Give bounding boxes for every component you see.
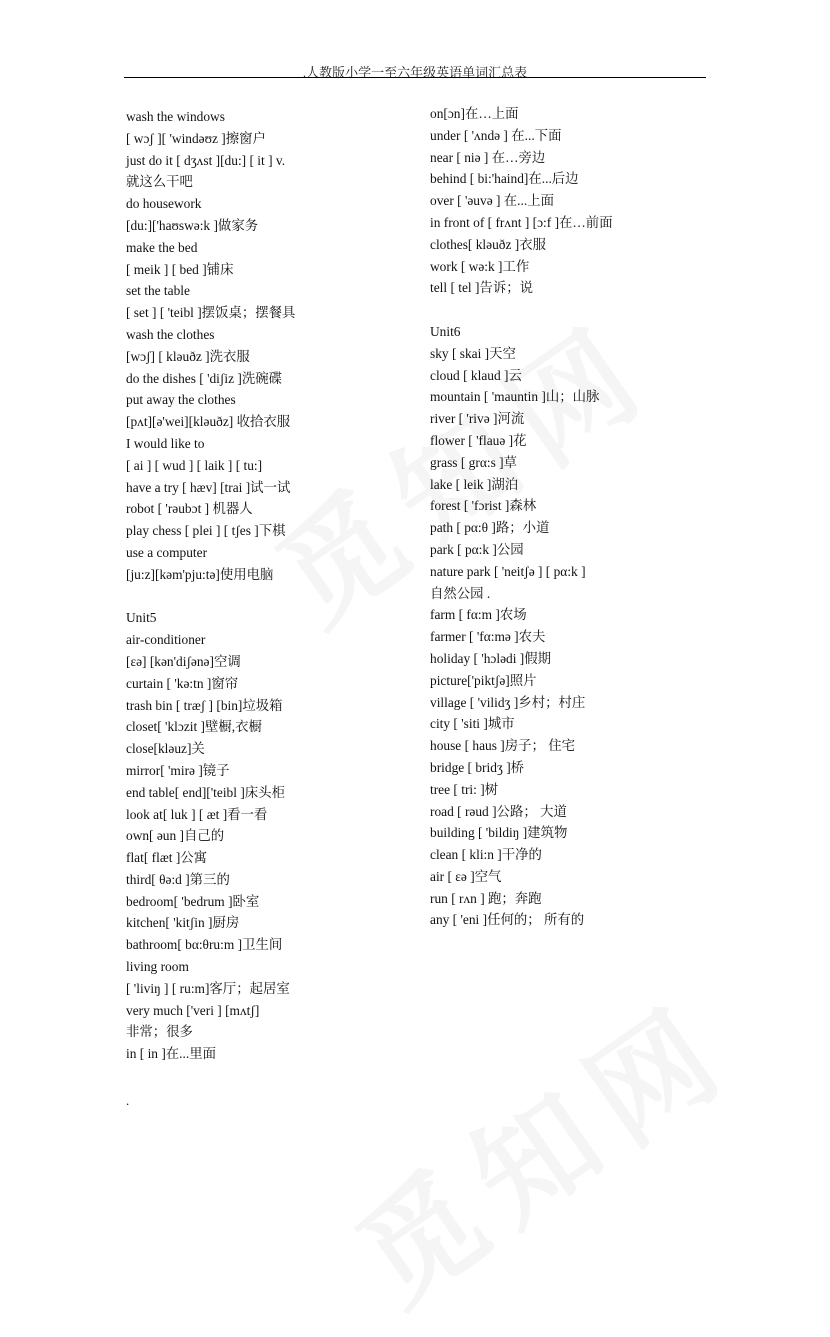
vocab-line: [ wɔʃ ][ 'windəʊz ]擦窗户 [126, 130, 266, 146]
vocab-line: 非常；很多 [126, 1024, 193, 1040]
vocab-line: village [ 'vilidʒ ]乡村；村庄 [430, 694, 586, 710]
vocab-line: any [ 'eni ]任何的； 所有的 [430, 912, 585, 928]
vocab-line: air-conditioner [126, 632, 206, 648]
vocab-line: path [ pα:θ ]路；小道 [430, 520, 550, 536]
vocab-line: near [ niə ] 在…旁边 [430, 149, 546, 165]
page-header-title: .人教版小学一至六年级英语单词汇总表 [302, 65, 528, 80]
vocab-line: mountain [ 'mauntin ]山；山脉 [430, 389, 600, 405]
vocab-line: work [ wə:k ]工作 [430, 258, 530, 274]
vocab-line: lake [ leik ]湖泊 [430, 476, 519, 492]
vocab-line: air [ εə ]空气 [430, 868, 502, 884]
vocab-line: bridge [ bridʒ ]桥 [430, 759, 525, 775]
vocab-line: 就这么干吧 [126, 174, 193, 190]
vocab-line: do housework [126, 196, 202, 212]
vocab-line: living room [126, 959, 189, 975]
vocab-line: Unit5 [126, 610, 157, 626]
vocab-line: house [ haus ]房子； 住宅 [430, 738, 576, 754]
vocab-line: [εə] [kən'diʃənə]空调 [126, 653, 241, 669]
vocab-line: look at[ luk ] [ æt ]看一看 [126, 806, 268, 822]
vocab-line: make the bed [126, 239, 198, 255]
vocab-line: river [ 'rivə ]河流 [430, 411, 525, 427]
vocab-line: have a try [ hæv] [trai ]试一试 [126, 479, 291, 495]
vocab-line: just do it [ dʒʌst ][du:] [ it ] v. [126, 152, 286, 168]
vocab-line: sky [ skai ]天空 [430, 345, 516, 361]
vocab-line: mirror[ 'mirə ]镜子 [126, 762, 230, 778]
vocab-line: over [ 'əuvə ] 在...上面 [430, 193, 555, 209]
vocab-line: behind [ bi:'haind]在...后边 [430, 171, 579, 187]
vocab-line [430, 299, 730, 321]
vocab-line [126, 586, 416, 608]
vocab-line: holiday [ 'hɔlədi ]假期 [430, 650, 552, 666]
vocab-line: in [ in ]在...里面 [126, 1046, 217, 1062]
vocab-line: run [ rʌn ] 跑；奔跑 [430, 890, 542, 906]
vocab-line: closet[ 'klɔzit ]壁橱,衣橱 [126, 719, 262, 735]
vocab-line: flat[ flæt ]公寓 [126, 850, 208, 866]
vocab-line: use a computer [126, 544, 208, 560]
vocab-line: city [ 'siti ]城市 [430, 716, 515, 732]
vocab-line: in front of [ frʌnt ] [ɔ:f ]在…前面 [430, 214, 613, 230]
vocab-line: kitchen[ 'kitʃin ]厨房 [126, 915, 240, 931]
left-column [126, 106, 416, 1065]
vocab-line: third[ θə:d ]第三的 [126, 871, 230, 887]
vocab-line: Unit6 [430, 323, 461, 339]
vocab-line: bathroom[ bα:θru:m ]卫生间 [126, 937, 283, 953]
vocab-line: wash the clothes [126, 326, 215, 342]
vocab-line: tell [ tel ]告诉；说 [430, 280, 534, 296]
vocab-line: farm [ fα:m ]农场 [430, 607, 527, 623]
vocab-line: clothes[ kləuðz ]衣服 [430, 236, 547, 252]
vocab-line: [ ai ] [ wud ] [ laik ] [ tu:] [126, 457, 263, 473]
vocab-line: cloud [ klaud ]云 [430, 367, 522, 383]
header-rule [124, 77, 706, 78]
vocab-line: robot [ 'rəubɔt ] 机器人 [126, 501, 253, 517]
vocab-line: trash bin [ træʃ ] [bin]垃圾箱 [126, 697, 283, 713]
vocab-line: [ 'liviŋ ] [ ru:m]客厅；起居室 [126, 980, 290, 996]
vocab-line: put away the clothes [126, 392, 236, 408]
vocab-line: [ meik ] [ bed ]铺床 [126, 261, 234, 277]
vocab-line: park [ pα:k ]公园 [430, 541, 524, 557]
vocab-line: tree [ tri: ]树 [430, 781, 499, 797]
vocab-line: flower [ 'flauə ]花 [430, 432, 527, 448]
vocab-line: very much ['veri ] [mʌtʃ] [126, 1002, 260, 1018]
vocab-line: [wɔʃ] [ kləuðz ]洗衣服 [126, 348, 250, 364]
vocab-line: play chess [ plei ] [ tʃes ]下棋 [126, 523, 286, 539]
vocab-line: under [ 'ʌndə ] 在...下面 [430, 127, 562, 143]
vocab-line: I would like to [126, 435, 205, 451]
vocab-line: building [ 'bildiŋ ]建筑物 [430, 825, 568, 841]
vocab-line: set the table [126, 283, 190, 299]
vocab-line: [du:]['haʊswə:k ]做家务 [126, 217, 259, 233]
vocab-line: farmer [ 'fα:mə ]农夫 [430, 629, 546, 645]
vocab-line: close[kləuz]关 [126, 741, 205, 757]
vocab-line: 自然公园 . [430, 585, 491, 601]
vocab-line: forest [ 'fɔrist ]森林 [430, 498, 537, 514]
vocab-line: picture['piktʃə]照片 [430, 672, 537, 688]
vocab-line: grass [ grα:s ]草 [430, 454, 517, 470]
right-column [430, 103, 730, 931]
vocab-line: clean [ kli:n ]干净的 [430, 847, 542, 863]
vocab-line: do the dishes [ 'diʃiz ]洗碗碟 [126, 370, 283, 386]
vocab-line: curtain [ 'kə:tn ]窗帘 [126, 675, 239, 691]
footer-mark: . [126, 1093, 130, 1108]
vocab-line: end table[ end]['teibl ]床头柜 [126, 784, 285, 800]
vocab-line: bedroom[ 'bedrum ]卧室 [126, 893, 260, 909]
vocab-line: nature park [ 'neitʃə ] [ pα:k ] [430, 563, 586, 579]
vocab-line: [ju:z][kəm'pju:tə]使用电脑 [126, 566, 274, 582]
vocab-line: [ set ] [ 'teibl ]摆饭桌；摆餐具 [126, 305, 296, 321]
vocab-line: wash the windows [126, 109, 225, 124]
vocab-line: [pʌt][ə'wei][kləuðz] 收拾衣服 [126, 414, 291, 430]
vocab-line: on[ɔn]在…上面 [430, 106, 519, 121]
vocab-line: own[ əun ]自己的 [126, 828, 225, 844]
vocab-line: road [ rəud ]公路； 大道 [430, 803, 567, 819]
